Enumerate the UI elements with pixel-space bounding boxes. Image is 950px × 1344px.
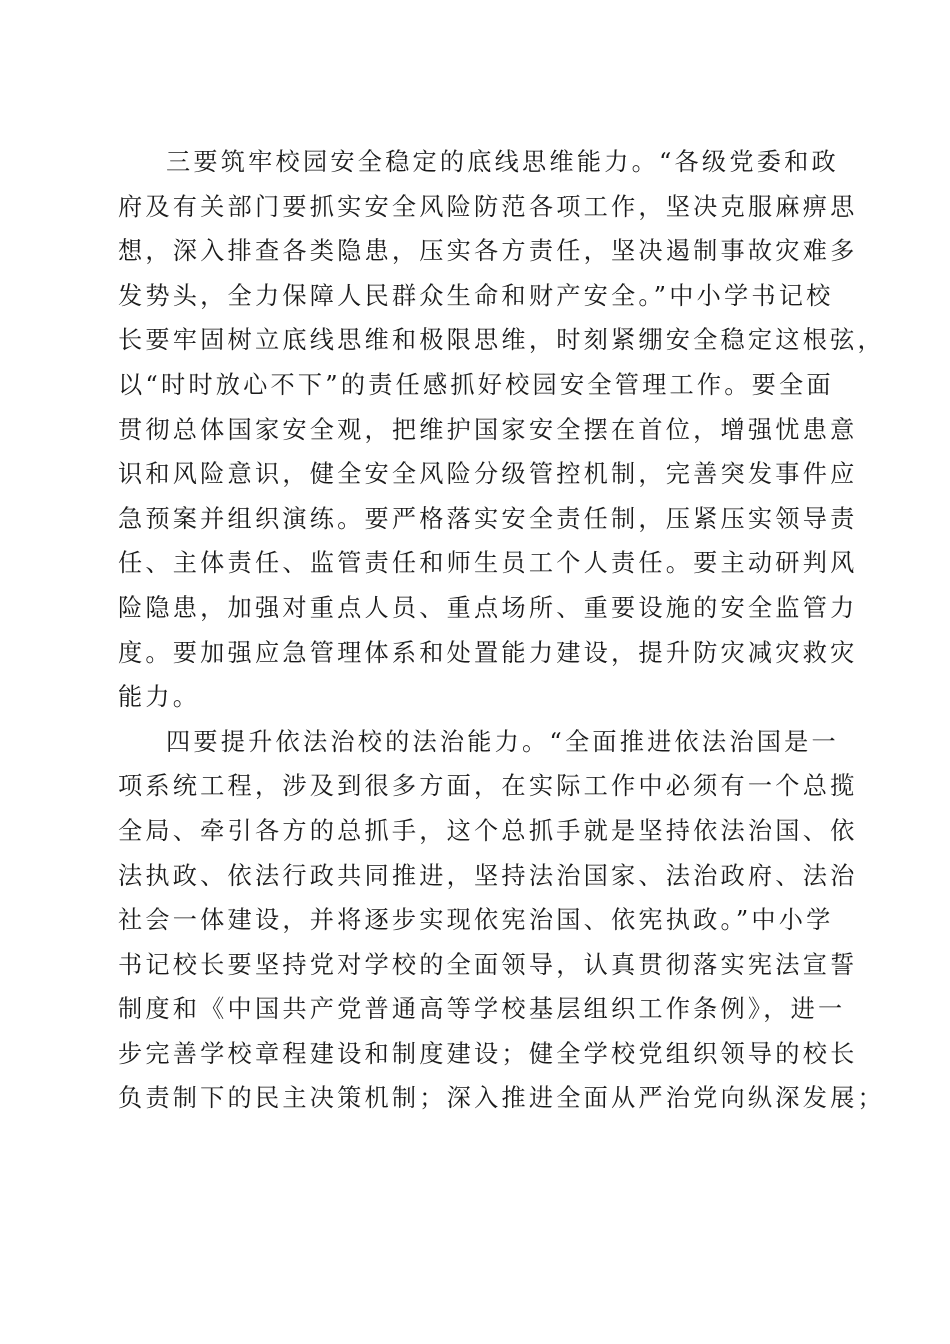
paragraph-safety — [118, 140, 885, 720]
paragraph-line: 项系统工程，涉及到很多方面，在实际工作中必须有一个总揽 — [118, 772, 858, 801]
paragraph-line: 识和风险意识，健全安全风险分级管控机制，完善突发事件应 — [118, 460, 858, 489]
paragraph-line: 度。要加强应急管理体系和处置能力建设，提升防灾减灾救灾 — [118, 638, 858, 667]
paragraph-line: 任、主体责任、监管责任和师生员工个人责任。要主动研判风 — [118, 549, 858, 578]
paragraph-line: 负责制下的民主决策机制；深入推进全面从严治党向纵深发展； — [118, 1084, 885, 1113]
paragraph-line: 书记校长要坚持党对学校的全面领导，认真贯彻落实宪法宣誓 — [118, 950, 858, 979]
paragraph-line: 法执政、依法行政共同推进，坚持法治国家、法治政府、法治 — [118, 861, 858, 890]
paragraph-line: 府及有关部门要抓实安全风险防范各项工作，坚决克服麻痹思 — [118, 192, 858, 221]
paragraph-line: 制度和《中国共产党普通高等学校基层组织工作条例》，进一 — [118, 995, 846, 1024]
paragraph-line: 发势头，全力保障人民群众生命和财产安全。”中小学书记校 — [118, 281, 834, 310]
paragraph-line: 长要牢固树立底线思维和极限思维，时刻紧绷安全稳定这根弦， — [118, 326, 885, 355]
paragraph-line: 险隐患，加强对重点人员、重点场所、重要设施的安全监管力 — [118, 593, 858, 622]
paragraph-line: 三要筑牢校园安全稳定的底线思维能力。“各级党委和政 — [166, 148, 839, 176]
paragraph-line: 急预案并组织演练。要严格落实安全责任制，压紧压实领导责 — [118, 504, 858, 533]
paragraph-line: 以“时时放心不下”的责任感抓好校园安全管理工作。要全面 — [118, 370, 834, 399]
paragraph-line: 四要提升依法治校的法治能力。“全面推进依法治国是一 — [166, 727, 839, 756]
paragraph-line: 步完善学校章程建设和制度建设；健全学校党组织领导的校长 — [118, 1039, 858, 1068]
paragraph-line: 社会一体建设，并将逐步实现依宪治国、依宪执政。”中小学 — [118, 906, 834, 935]
document-body — [118, 140, 885, 1121]
paragraph-line: 能力。 — [118, 683, 201, 712]
paragraph-line: 全局、牵引各方的总抓手，这个总抓手就是坚持依法治国、依 — [118, 816, 858, 845]
paragraph-line: 贯彻总体国家安全观，把维护国家安全摆在首位，增强忧患意 — [118, 415, 858, 444]
paragraph-line: 想，深入排查各类隐患，压实各方责任，坚决遏制事故灾难多 — [118, 237, 858, 266]
paragraph-rule-of-law — [118, 720, 885, 1121]
